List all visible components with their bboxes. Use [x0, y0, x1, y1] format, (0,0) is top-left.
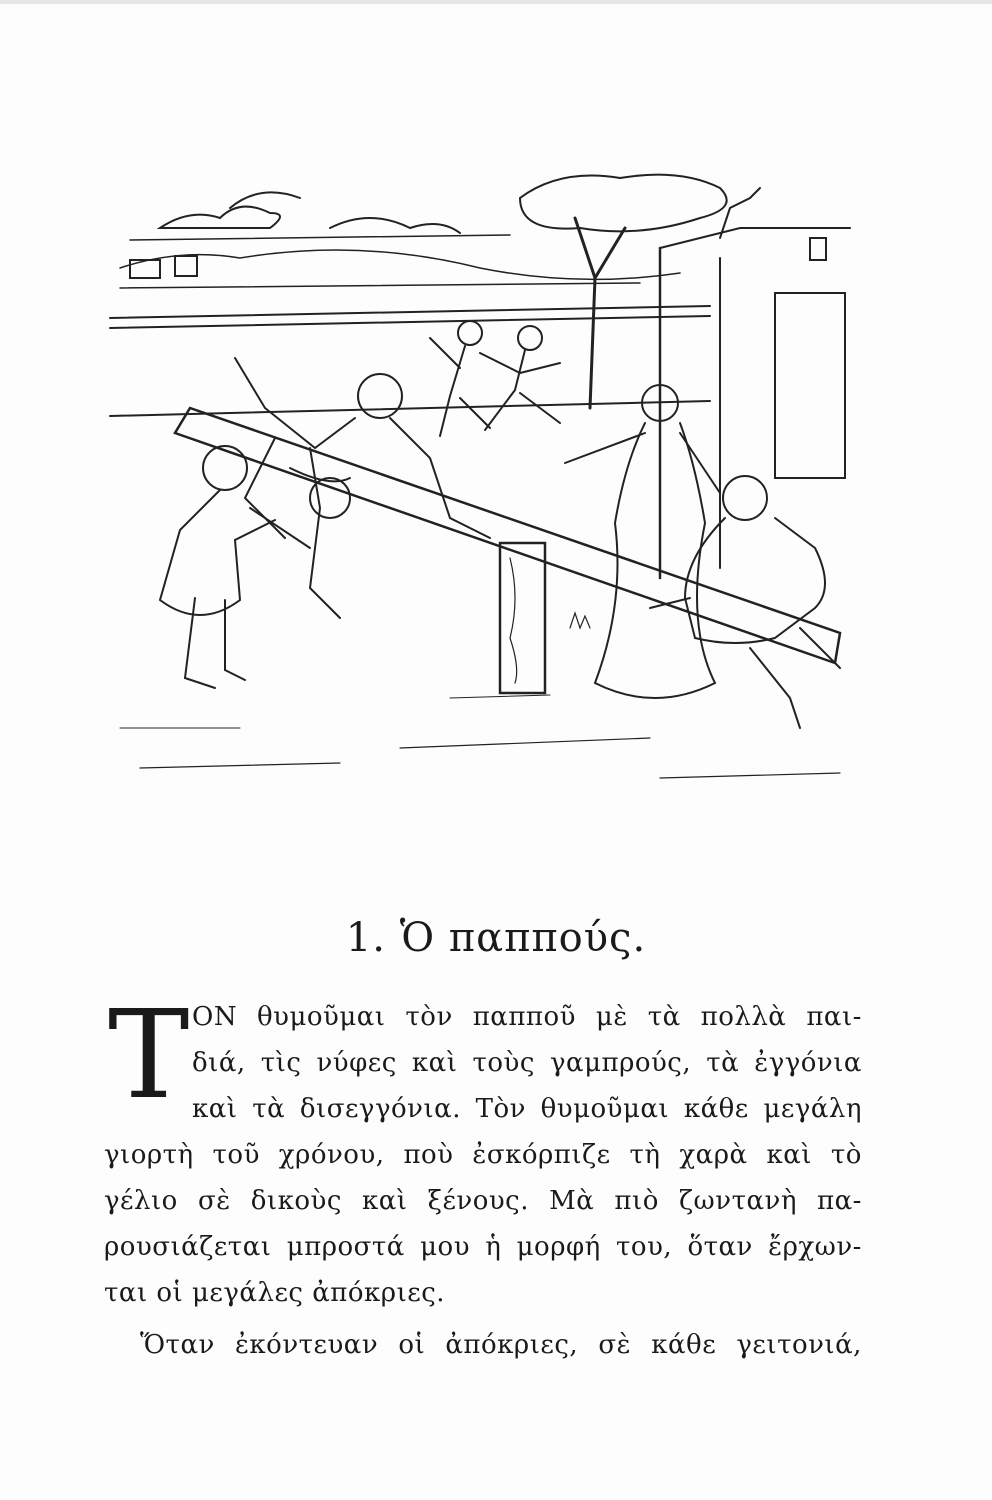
paragraph-1-indented-lines	[192, 994, 862, 1132]
text-line: Ὅταν ἐκόντευαν οἱ ἀπόκριες, σὲ κάθε γειτονιά,	[140, 1330, 862, 1360]
page-top-edge	[0, 0, 992, 4]
text-line: διά, τὶς νύφες καὶ τοὺς γαμπρούς, τὰ ἐγγόνια	[192, 1048, 862, 1078]
text-line: γιορτὴ τοῦ χρόνου, ποὺ ἐσκόρπιζε τὴ χαρὰ καὶ τὸ	[104, 1140, 862, 1170]
chapter-title: 1. Ὁ παππούς.	[345, 914, 647, 961]
seesaw-children-illustration-icon	[100, 168, 870, 808]
text-line-last: ται οἱ μεγάλες ἀπόκριες.	[104, 1278, 446, 1308]
text-line: καὶ τὰ δισεγγόνια. Τὸν θυμοῦμαι κάθε μεγάλη	[192, 1094, 862, 1124]
text-line: ρουσιάζεται μπροστά μου ἡ μορφή του, ὅταν ἔρχων-	[104, 1232, 862, 1262]
paragraph-2	[140, 1322, 862, 1368]
text-line: ΟΝ θυμοῦμαι τὸν παπποῦ μὲ τὰ πολλὰ παι-	[192, 1002, 862, 1032]
paragraph-1-full-lines	[104, 1132, 862, 1316]
text-line: γέλιο σὲ δικοὺς καὶ ξένους. Μὰ πιὸ ζωντανὴ πα-	[104, 1186, 862, 1216]
drop-cap-letter: Τ	[108, 984, 190, 1126]
seesaw-illustration	[100, 168, 870, 808]
